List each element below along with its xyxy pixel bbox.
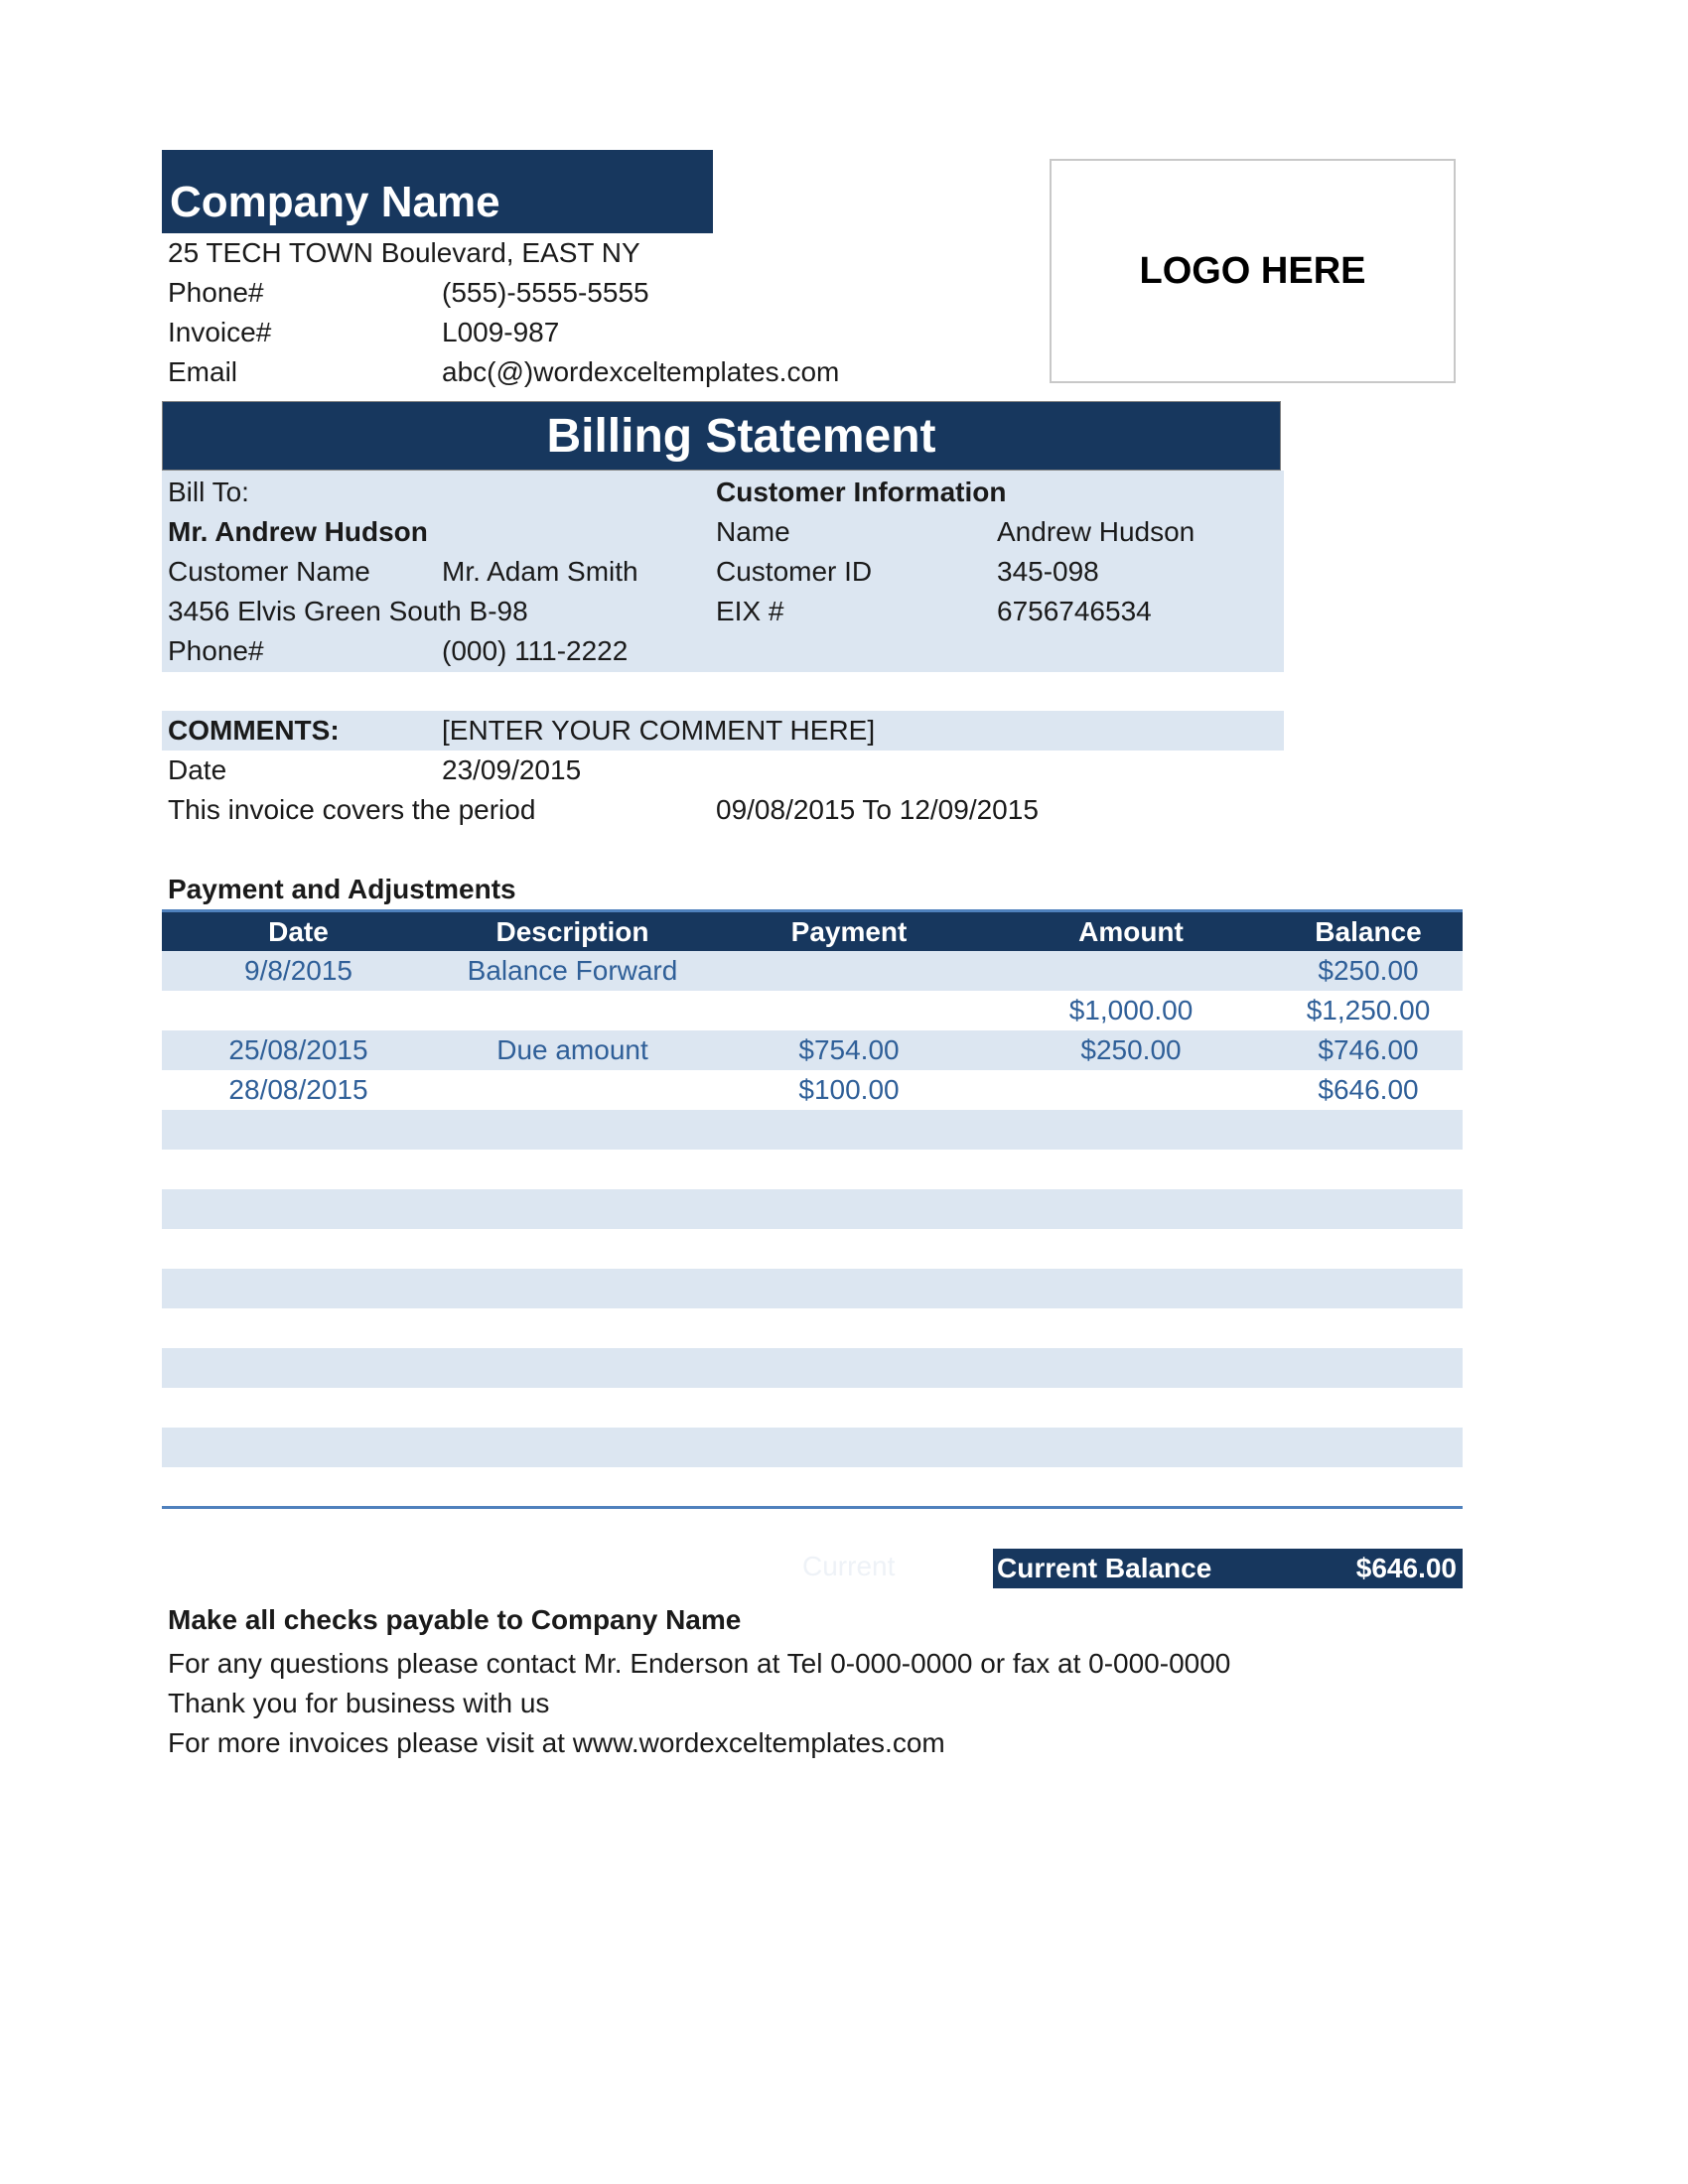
cell-balance — [1274, 1110, 1463, 1150]
table-row — [162, 1388, 1463, 1428]
table-row — [162, 1348, 1463, 1388]
cell-date — [162, 1189, 435, 1229]
table-header — [162, 909, 1463, 951]
cell-description — [435, 1467, 710, 1507]
cell-description — [435, 1229, 710, 1269]
logo-placeholder — [1050, 159, 1456, 383]
cell-amount — [988, 1070, 1274, 1110]
customer-id-value: 345-098 — [997, 556, 1099, 587]
invoice-number: L009-987 — [442, 317, 560, 347]
table-row — [162, 1467, 1463, 1507]
table-row — [162, 1070, 1463, 1110]
cell-amount — [988, 1388, 1274, 1428]
table-bottom-rule — [162, 1506, 1463, 1509]
eix-value: 6756746534 — [997, 596, 1152, 626]
cell-amount: $1,000.00 — [1068, 995, 1194, 1025]
table-row — [162, 991, 1463, 1030]
cell-date — [162, 1308, 435, 1348]
comments-field[interactable]: [ENTER YOUR COMMENT HERE] — [442, 715, 876, 746]
cell-payment — [710, 1388, 988, 1428]
cell-balance: $746.00 — [1318, 1034, 1419, 1065]
cell-description — [435, 1110, 710, 1150]
bill-to-heading: Bill To: — [168, 477, 249, 507]
cell-balance — [1274, 1269, 1463, 1308]
current-balance-value: $646.00 — [1355, 1553, 1457, 1583]
table-row — [162, 1110, 1463, 1150]
cell-date: 28/08/2015 — [228, 1074, 368, 1105]
cell-amount — [988, 1229, 1274, 1269]
cell-description — [435, 1150, 710, 1189]
cell-balance — [1274, 1189, 1463, 1229]
bill-to-address: 3456 Elvis Green South B-98 — [168, 596, 528, 626]
cell-description — [435, 1348, 710, 1388]
cell-payment — [710, 1348, 988, 1388]
table-row — [162, 1229, 1463, 1269]
cell-description — [435, 1388, 710, 1428]
period-label: This invoice covers the period — [168, 794, 536, 825]
table-row — [162, 951, 1463, 991]
table-row — [162, 1030, 1463, 1070]
table-row — [162, 1269, 1463, 1308]
cell-description — [435, 1308, 710, 1348]
cell-payment — [710, 1229, 988, 1269]
column-header-amount: Amount — [1078, 916, 1184, 947]
cell-balance — [1274, 1150, 1463, 1189]
current-ghost-text: Current — [802, 1551, 896, 1581]
cell-balance — [1274, 1229, 1463, 1269]
cell-description — [435, 991, 710, 1030]
table-row — [162, 1428, 1463, 1467]
eix-label: EIX # — [716, 596, 784, 626]
customer-info-heading: Customer Information — [716, 477, 1007, 507]
cell-balance: $250.00 — [1318, 955, 1419, 986]
column-header-payment: Payment — [790, 916, 908, 947]
current-balance-label: Current Balance — [997, 1553, 1212, 1583]
customer-name-value: Andrew Hudson — [997, 516, 1196, 547]
bill-to-phone-label: Phone# — [168, 635, 264, 666]
cell-date — [162, 1269, 435, 1308]
company-name: Company Name — [170, 178, 500, 226]
company-address: 25 TECH TOWN Boulevard, EAST NY — [168, 237, 640, 268]
table-row — [162, 1150, 1463, 1189]
cell-amount — [988, 1150, 1274, 1189]
company-phone-label: Phone# — [168, 277, 264, 308]
date-label: Date — [168, 754, 227, 785]
cell-description — [435, 1428, 710, 1467]
cell-balance — [1274, 1388, 1463, 1428]
page-title: Billing Statement — [546, 410, 936, 463]
cell-amount — [988, 951, 1274, 991]
cell-payment — [710, 1110, 988, 1150]
bill-to-name: Mr. Andrew Hudson — [168, 516, 428, 547]
cell-balance — [1274, 1428, 1463, 1467]
company-email-label: Email — [168, 356, 238, 387]
more-invoices-note: For more invoices please visit at www.wordexceltemplates.com — [168, 1727, 945, 1758]
cell-payment — [710, 1308, 988, 1348]
comments-label: COMMENTS: — [168, 715, 340, 746]
cell-balance — [1274, 1308, 1463, 1348]
cell-amount — [988, 1269, 1274, 1308]
bill-to-phone: (000) 111-2222 — [442, 635, 629, 666]
table-row — [162, 1189, 1463, 1229]
cell-date — [162, 1428, 435, 1467]
cell-date — [162, 1229, 435, 1269]
cell-balance: $1,250.00 — [1306, 995, 1431, 1025]
cell-description — [435, 1269, 710, 1308]
bill-to-customer-name: Mr. Adam Smith — [442, 556, 638, 587]
invoice-number-label: Invoice# — [168, 317, 272, 347]
cell-date: 9/8/2015 — [244, 955, 352, 986]
column-header-description: Description — [495, 916, 649, 947]
cell-payment — [710, 991, 988, 1030]
cell-payment — [710, 1150, 988, 1189]
bill-to-customer-label: Customer Name — [168, 556, 370, 587]
cell-payment: $754.00 — [798, 1034, 900, 1065]
table-row — [162, 1308, 1463, 1348]
payable-note: Make all checks payable to Company Name — [168, 1604, 742, 1635]
period-range: 09/08/2015 To 12/09/2015 — [716, 794, 1039, 825]
cell-description — [435, 1070, 710, 1110]
cell-balance — [1274, 1348, 1463, 1388]
cell-description: Due amount — [496, 1034, 648, 1065]
column-header-date: Date — [268, 916, 329, 947]
cell-date — [162, 1388, 435, 1428]
cell-date: 25/08/2015 — [228, 1034, 368, 1065]
cell-amount — [988, 1467, 1274, 1507]
cell-payment — [710, 951, 988, 991]
cell-amount — [988, 1110, 1274, 1150]
payments-heading: Payment and Adjustments — [168, 874, 516, 904]
cell-amount — [988, 1348, 1274, 1388]
cell-payment — [710, 1189, 988, 1229]
company-phone: (555)-5555-5555 — [442, 277, 649, 308]
cell-date — [162, 991, 435, 1030]
cell-amount — [988, 1308, 1274, 1348]
customer-id-label: Customer ID — [716, 556, 873, 587]
cell-date — [162, 1467, 435, 1507]
company-name-bar — [162, 150, 713, 233]
logo-text: LOGO HERE — [1139, 249, 1366, 292]
cell-payment — [710, 1269, 988, 1308]
customer-name-label: Name — [716, 516, 790, 547]
statement-date: 23/09/2015 — [442, 754, 582, 785]
cell-amount: $250.00 — [1080, 1034, 1182, 1065]
cell-balance — [1274, 1467, 1463, 1507]
column-header-balance: Balance — [1315, 916, 1422, 947]
cell-payment: $100.00 — [798, 1074, 900, 1105]
cell-date — [162, 1150, 435, 1189]
cell-description — [435, 1189, 710, 1229]
billing-statement-title — [162, 401, 1281, 471]
cell-amount — [988, 1189, 1274, 1229]
cell-description: Balance Forward — [467, 955, 678, 986]
cell-balance: $646.00 — [1318, 1074, 1419, 1105]
cell-date — [162, 1348, 435, 1388]
current-balance-bar — [993, 1549, 1463, 1588]
cell-date — [162, 1110, 435, 1150]
contact-note: For any questions please contact Mr. Enderson at Tel 0-000-0000 or fax at 0-000-0000 — [168, 1648, 1231, 1679]
cell-payment — [710, 1467, 988, 1507]
cell-payment — [710, 1428, 988, 1467]
thanks-note: Thank you for business with us — [168, 1688, 550, 1718]
cell-amount — [988, 1428, 1274, 1467]
company-email: abc(@)wordexceltemplates.com — [442, 356, 840, 387]
